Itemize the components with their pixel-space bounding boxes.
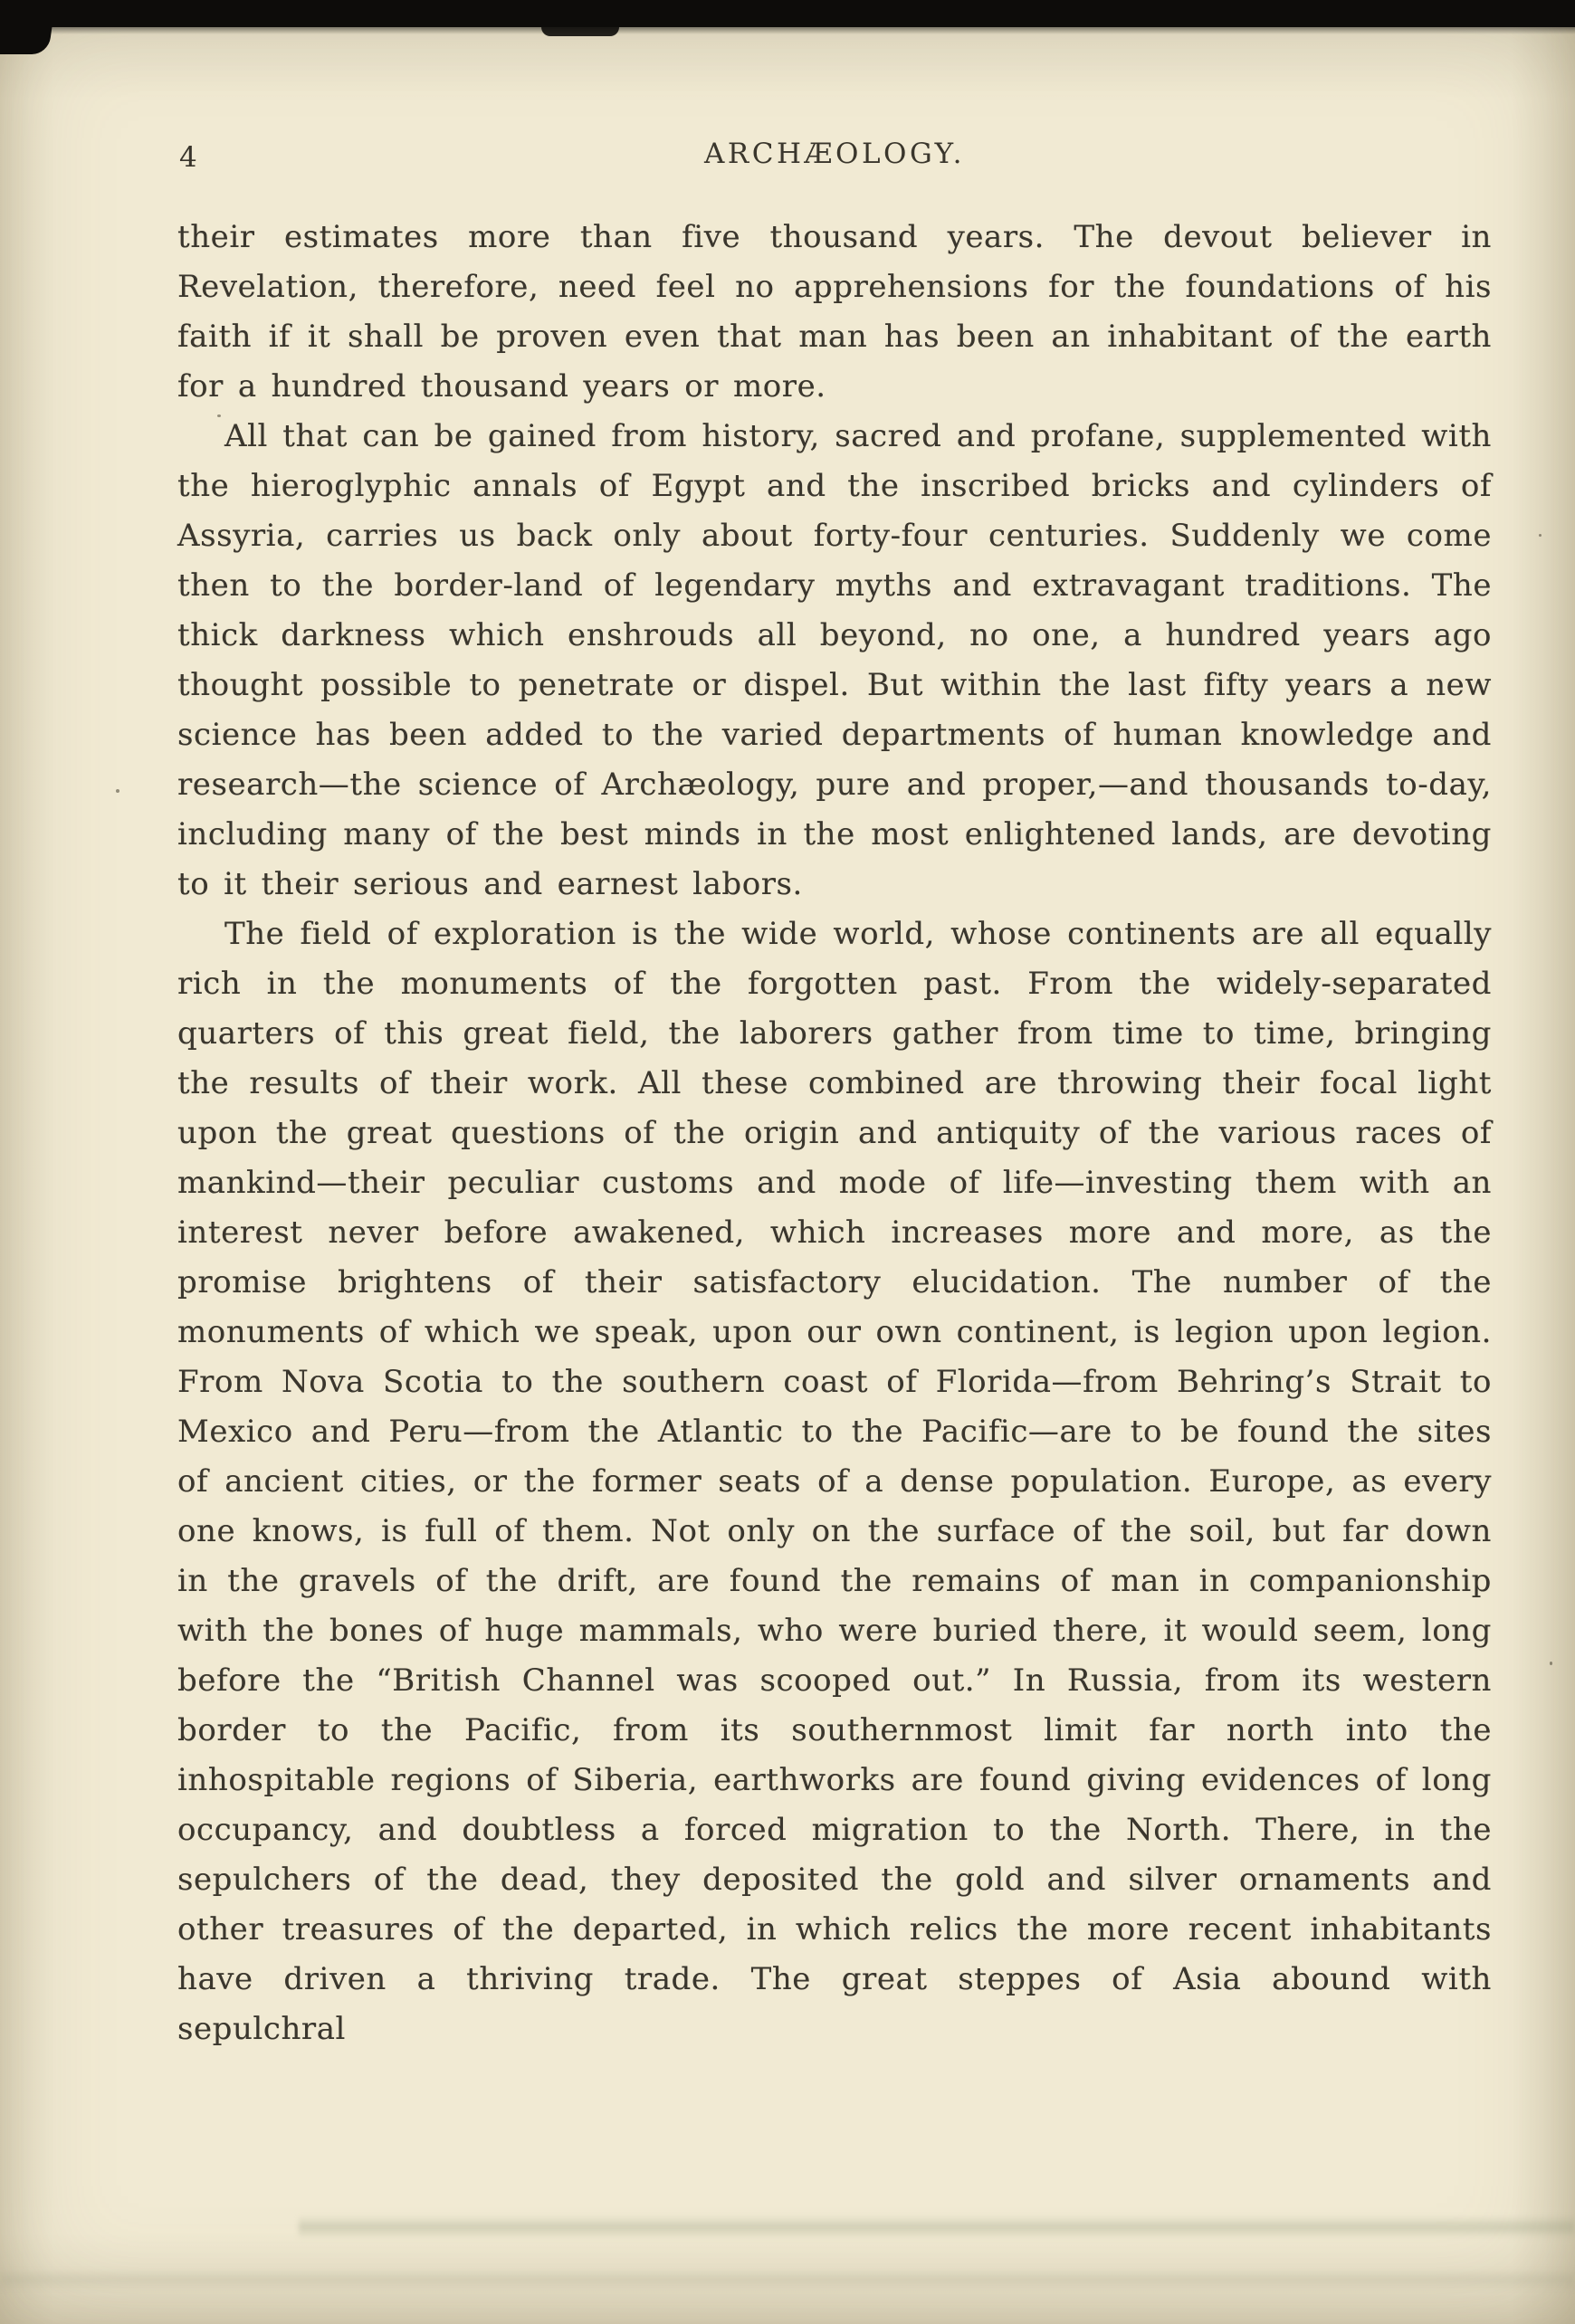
scan-stain xyxy=(0,2270,1575,2290)
running-title: ARCHÆOLOGY. xyxy=(704,138,965,170)
page-header xyxy=(177,136,1492,179)
scan-edge-bump xyxy=(541,24,619,36)
paragraph: The field of exploration is the wide world, whose continents are all equally rich in the monuments of the forgotten past. From the widely-separated quarters of this great field, the laborers gather from time to time, bringing the results of their work. All these combined are throwing their focal light upon the great questions of the origin and antiquity of the various races of mankind—their peculiar customs and mode of life—investing them with an interest never before awakened, which increases more and more, as the promise brightens of their satisfactory elucidation. The number of the monuments of which we speak, upon our own continent, is legion upon legion. From Nova Scotia to the southern coast of Florida—from Behring’s Strait to Mexico and Peru—from the Atlantic to the Pacific—are to be found the sites of ancient cities, or the former seats of a dense population. Europe, as every one knows, is full of them. Not only on the surface of the soil, but far down in the gravels of the drift, are found the remains of man in companionship with the bones of huge mammals, who were buried there, it would seem, long before the “British Channel was scooped out.” In Russia, from its western border to the Pacific, from its southernmost limit far north into the inhospitable regions of Siberia, earthworks are found giving evidences of long occupancy, and doubtless a forced migration to the North. There, in the sepulchers of the dead, they deposited the gold and silver ornaments and other treasures of the departed, in which relics the more recent inhabitants have driven a thriving trade. The great steppes of Asia abound with sepulchral xyxy=(177,916,1492,2047)
scan-speck xyxy=(1550,1662,1552,1665)
scan-speck xyxy=(1539,534,1542,537)
page-number: 4 xyxy=(179,141,198,174)
paragraph: All that can be gained from history, sacred and profane, supplemented with the hieroglyphic annals of Egypt and the inscribed bricks and cylinders of Assyria, carries us back only about forty-four centuries. Suddenly we come then to the border-land of legendary myths and extravagant traditions. The thick darkness which enshrouds all beyond, no one, a hundred years ago thought possible to penetrate or dispel. But within the last fifty years a new science has been added to the varied departments of human knowledge and research—the science of Archæology, pure and proper,—and thousands to-day, including many of the best minds in the most enlightened lands, are devoting to it their serious and earnest labors. xyxy=(177,418,1492,902)
scan-stain xyxy=(299,2215,1575,2239)
text-block xyxy=(177,213,1492,2054)
scan-edge-top xyxy=(0,0,1575,27)
paragraph: their estimates more than five thousand years. The devout believer in Revelation, therefore, need feel no apprehensions for the foundations of his faith if it shall be proven even that man has been an inhabitant of the earth for a hundred thousand years or more. xyxy=(177,219,1492,405)
scan-edge-corner xyxy=(0,24,52,54)
scan-speck xyxy=(116,789,119,793)
scan-speck xyxy=(217,414,221,417)
